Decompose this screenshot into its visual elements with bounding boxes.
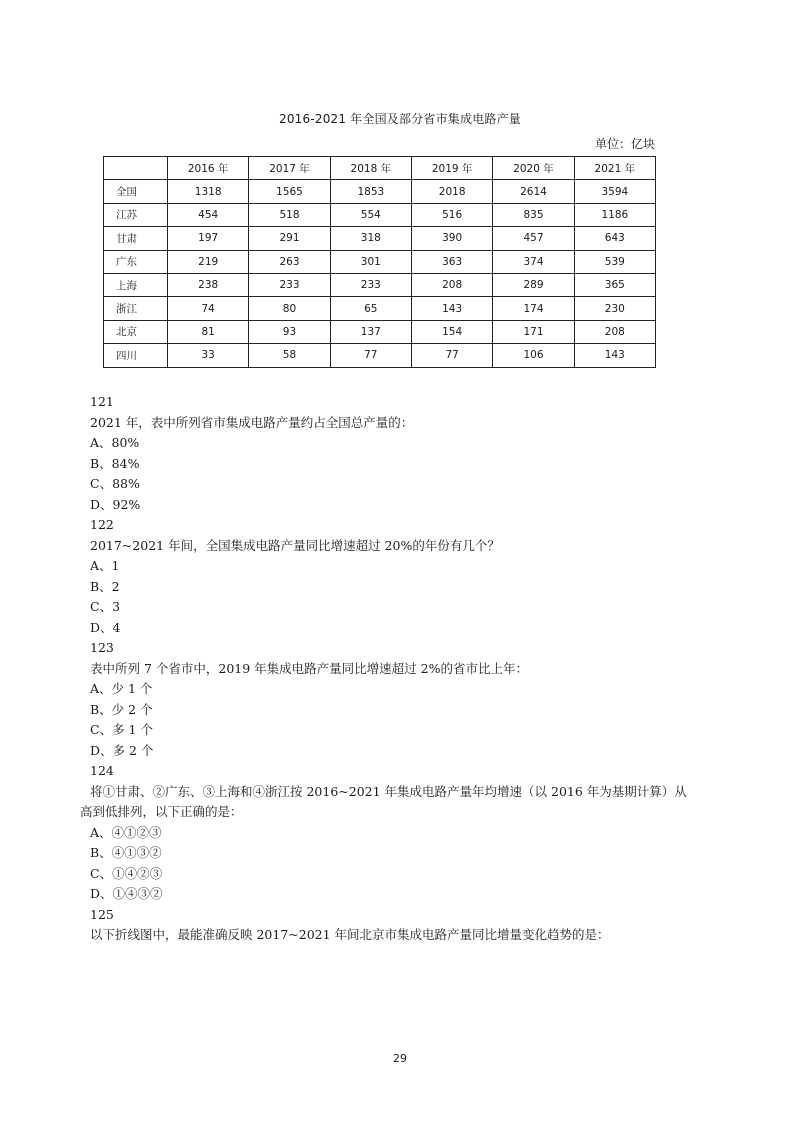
table-row [104,227,656,250]
answer-option: C、3 [90,599,121,614]
table-header-row [104,157,656,180]
table-cell: 208 [411,273,492,296]
answer-option: C、多 1 个 [90,722,153,737]
table-cell: 374 [493,250,574,273]
table-title: 2016-2021 年全国及部分省市集成电路产量 [278,112,522,126]
table-row [104,344,656,367]
table-cell: 33 [168,344,249,367]
table-row [104,273,656,296]
table-cell: 539 [574,250,655,273]
production-table [103,156,656,368]
question-stem-line-2: 高到低排列，以下正确的是： [80,804,243,819]
answer-option: D、4 [90,619,121,635]
table-cell: 1318 [168,180,249,203]
table-cell: 93 [249,320,330,343]
answer-option: A、80% [90,435,140,450]
table-cell: 208 [574,320,655,343]
answer-option: D、多 2 个 [90,742,154,758]
question-stem: 以下折线图中，最能准确反映 2017~2021 年间北京市集成电路产量同比增量变化趋势的是： [90,927,610,942]
table-row [104,203,656,226]
table-cell: 1853 [330,180,411,203]
table-row [104,250,656,273]
table-cell: 363 [411,250,492,273]
question-stem-text: 将①甘肃、②广东、③上海和④浙江按 2016~2021 年集成电路产量年均增速（以 2016 年为基期计算）从 [90,783,687,799]
answer-option: B、少 2 个 [90,701,153,717]
unit-label: 单位：亿块 [594,137,655,151]
table-cell: 454 [168,203,249,226]
answer-option: A、④①②③ [90,824,162,840]
table-cell: 318 [330,227,411,250]
table-cell: 301 [330,250,411,273]
table-cell: 154 [411,320,492,343]
table-cell: 233 [249,273,330,296]
column-header: 2018 年 [330,157,411,180]
question-stem-line-1 [90,782,710,803]
table-cell: 77 [411,344,492,367]
row-header: 四川 [104,344,168,367]
question-number: 121 [90,394,114,409]
column-header: 2017 年 [249,157,330,180]
answer-option: D、①④③② [90,886,163,901]
table-row [104,297,656,320]
table-cell: 58 [249,344,330,367]
answer-option: B、2 [90,578,120,594]
question-stem: 2017~2021 年间，全国集成电路产量同比增速超过 20%的年份有几个？ [90,537,500,553]
table-cell: 263 [249,250,330,273]
table-cell: 518 [249,203,330,226]
table-cell: 1565 [249,180,330,203]
column-header: 2016 年 [168,157,249,180]
table-cell: 291 [249,227,330,250]
answer-option: C、①④②③ [90,865,163,881]
table-cell: 106 [493,344,574,367]
table-cell: 171 [493,320,574,343]
answer-option: A、少 1 个 [90,681,153,696]
table-cell: 81 [168,320,249,343]
row-header: 甘肃 [104,227,168,250]
answer-option: A、1 [90,558,120,573]
column-header: 2021 年 [574,157,655,180]
table-cell: 643 [574,227,655,250]
page-number: 29 [393,1052,407,1065]
table-cell: 77 [330,344,411,367]
table-cell: 238 [168,273,249,296]
table-cell: 137 [330,320,411,343]
question-number: 122 [90,517,114,532]
table-cell: 516 [411,203,492,226]
table-cell: 80 [249,297,330,320]
table-row [104,320,656,343]
table-cell: 197 [168,227,249,250]
table-cell: 143 [574,344,655,367]
table-row [104,180,656,203]
answer-option: B、84% [90,455,140,471]
row-header: 全国 [104,180,168,203]
table-cell: 457 [493,227,574,250]
question-stem: 表中所列 7 个省市中，2019 年集成电路产量同比增速超过 2%的省市比上年： [90,660,528,676]
column-header: 2019 年 [411,157,492,180]
table-cell: 390 [411,227,492,250]
question-number: 123 [90,640,114,655]
row-header: 广东 [104,250,168,273]
table-cell: 1186 [574,203,655,226]
row-header: 北京 [104,320,168,343]
answer-option: D、92% [90,496,141,512]
table-cell: 554 [330,203,411,226]
table-cell: 65 [330,297,411,320]
table-cell: 289 [493,273,574,296]
table-cell: 174 [493,297,574,320]
answer-option: B、④①③② [90,845,162,860]
table-cell: 2018 [411,180,492,203]
row-header: 上海 [104,273,168,296]
question-list [80,392,710,946]
row-header: 浙江 [104,297,168,320]
row-header: 江苏 [104,203,168,226]
table-cell: 233 [330,273,411,296]
column-header: 2020 年 [493,157,574,180]
table-cell: 230 [574,297,655,320]
table-corner-cell [104,157,168,180]
table-cell: 3594 [574,180,655,203]
table-cell: 219 [168,250,249,273]
table-cell: 74 [168,297,249,320]
answer-option: C、88% [90,476,140,491]
question-number: 125 [90,906,114,922]
table-cell: 365 [574,273,655,296]
table-cell: 2614 [493,180,574,203]
question-stem: 2021 年，表中所列省市集成电路产量约占全国总产量的： [90,414,414,430]
table-cell: 835 [493,203,574,226]
question-number: 124 [90,763,114,778]
table-cell: 143 [411,297,492,320]
